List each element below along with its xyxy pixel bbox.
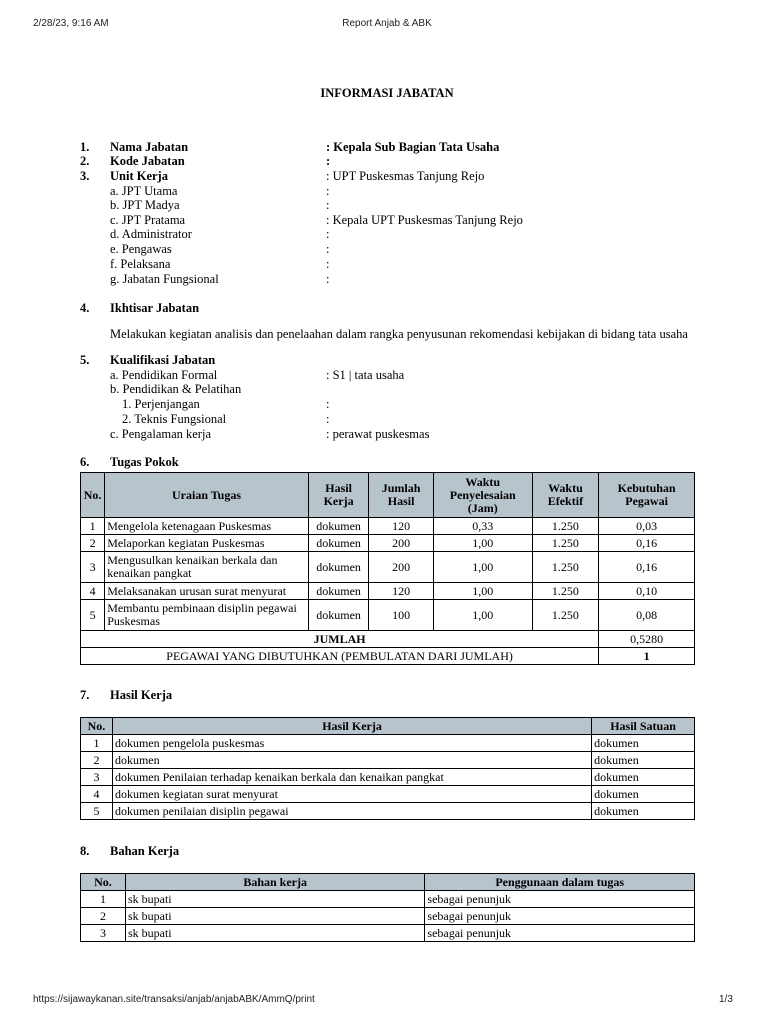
section-label: Kode Jabatan xyxy=(110,154,185,168)
total-row xyxy=(81,631,695,648)
section-number: 6. xyxy=(80,455,90,469)
unit-item-value: : xyxy=(326,184,330,198)
table-row: 2 Melaporkan kegiatan Puskesmas dokumen 200 1,00 1.250 0,16 xyxy=(81,535,695,552)
main-tasks-table xyxy=(80,472,695,665)
table-row: 4 Melaksanakan urusan surat menyurat dokumen 120 1,00 1.250 0,10 xyxy=(81,583,695,600)
section-number: 1. xyxy=(80,140,90,154)
table-row: 2 dokumen dokumen xyxy=(81,752,695,769)
unit-item-label: f. Pelaksana xyxy=(110,257,171,271)
section-number: 5. xyxy=(80,353,90,367)
required-staff-row xyxy=(81,648,695,665)
unit-item-value: : xyxy=(326,242,330,256)
unit-item-label: a. JPT Utama xyxy=(110,184,178,198)
section-label: Ikhtisar Jabatan xyxy=(110,301,200,315)
print-page-number: 1/3 xyxy=(719,994,733,1005)
unit-item-value: : Kepala UPT Puskesmas Tanjung Rejo xyxy=(326,213,523,227)
unit-item-label: e. Pengawas xyxy=(110,242,172,256)
qualification-value: : perawat puskesmas xyxy=(326,427,430,441)
section-number: 7. xyxy=(80,688,90,702)
unit-item-label: d. Administrator xyxy=(110,227,192,241)
unit-item-value: : xyxy=(326,198,330,212)
print-url: https://sijawaykanan.site/transaksi/anjab/anjabABK/AmmQ/print xyxy=(33,994,315,1005)
qualification-value: : S1 | tata usaha xyxy=(326,368,405,382)
section-number: 3. xyxy=(80,169,90,183)
total-label: JUMLAH xyxy=(81,631,599,648)
unit-item-label: g. Jabatan Fungsional xyxy=(110,272,219,286)
section-value: : xyxy=(326,154,331,168)
section-number: 2. xyxy=(80,154,90,168)
section-number: 8. xyxy=(80,844,90,858)
qualification-value: : xyxy=(326,397,330,411)
table-row: 4 dokumen kegiatan surat menyurat dokumen xyxy=(81,786,695,803)
unit-item-value: : xyxy=(326,257,330,271)
print-datetime: 2/28/23, 9:16 AM xyxy=(33,18,109,29)
section-label: Unit Kerja xyxy=(110,169,168,183)
col-header-efektif: Waktu Efektif xyxy=(532,473,599,518)
section-label: Kualifikasi Jabatan xyxy=(110,353,216,367)
section-label: Tugas Pokok xyxy=(110,455,179,469)
required-staff-label: PEGAWAI YANG DIBUTUHKAN (PEMBULATAN DARI JUMLAH) xyxy=(81,648,599,665)
table-header-row xyxy=(81,473,695,518)
section-label: Hasil Kerja xyxy=(110,688,173,702)
section-label: Nama Jabatan xyxy=(110,140,189,154)
qualification-label: b. Pendidikan & Pelatihan xyxy=(110,382,242,396)
section-label: Bahan Kerja xyxy=(110,844,180,858)
work-results-table xyxy=(80,717,695,820)
col-header-uraian: Uraian Tugas xyxy=(105,473,309,518)
total-value: 0,5280 xyxy=(599,631,695,648)
table-row: 1 Mengelola ketenagaan Puskesmas dokumen 120 0,33 1.250 0,03 xyxy=(81,518,695,535)
table-header-row: No. Bahan kerja Penggunaan dalam tugas xyxy=(81,874,695,891)
table-row: 2 sk bupati sebagai penunjuk xyxy=(81,908,695,925)
unit-item-label: c. JPT Pratama xyxy=(110,213,186,227)
work-materials-table xyxy=(80,873,695,942)
section-value: : UPT Puskesmas Tanjung Rejo xyxy=(326,169,485,183)
col-header-no: No. xyxy=(81,473,105,518)
table-row: 1 dokumen pengelola puskesmas dokumen xyxy=(81,735,695,752)
section-value: : Kepala Sub Bagian Tata Usaha xyxy=(326,140,500,154)
print-page-title: Report Anjab & ABK xyxy=(342,18,432,29)
section-number: 4. xyxy=(80,301,90,315)
table-row: 1 sk bupati sebagai penunjuk xyxy=(81,891,695,908)
qualification-label: 2. Teknis Fungsional xyxy=(122,412,227,426)
qualification-label: a. Pendidikan Formal xyxy=(110,368,218,382)
unit-item-label: b. JPT Madya xyxy=(110,198,180,212)
required-staff-value: 1 xyxy=(599,648,695,665)
unit-item-value: : xyxy=(326,272,330,286)
document-title: INFORMASI JABATAN xyxy=(320,86,454,100)
table-row: 3 dokumen Penilaian terhadap kenaikan berkala dan kenaikan pangkat dokumen xyxy=(81,769,695,786)
table-row: 5 Membantu pembinaan disiplin pegawai Puskesmas dokumen 100 1,00 1.250 0,08 xyxy=(81,600,695,631)
table-row: 3 Mengusulkan kenaikan berkala dan kenaikan pangkat dokumen 200 1,00 1.250 0,16 xyxy=(81,552,695,583)
qualification-label: c. Pengalaman kerja xyxy=(110,427,211,441)
qualification-value: : xyxy=(326,412,330,426)
unit-item-value: : xyxy=(326,227,330,241)
col-header-jumlah: Jumlah Hasil xyxy=(369,473,434,518)
table-row: 3 sk bupati sebagai penunjuk xyxy=(81,925,695,942)
col-header-kebutuhan: Kebutuhan Pegawai xyxy=(599,473,695,518)
qualification-label: 1. Perjenjangan xyxy=(122,397,200,411)
table-row: 5 dokumen penilaian disiplin pegawai dokumen xyxy=(81,803,695,820)
job-summary-text: Melakukan kegiatan analisis dan penelaahan dalam rangka penyusunan rekomendasi kebijakan di bidang tata usaha xyxy=(110,327,688,341)
col-header-hasil: Hasil Kerja xyxy=(308,473,368,518)
table-header-row: No. Hasil Kerja Hasil Satuan xyxy=(81,718,695,735)
col-header-waktu: Waktu Penyelesaian (Jam) xyxy=(433,473,532,518)
